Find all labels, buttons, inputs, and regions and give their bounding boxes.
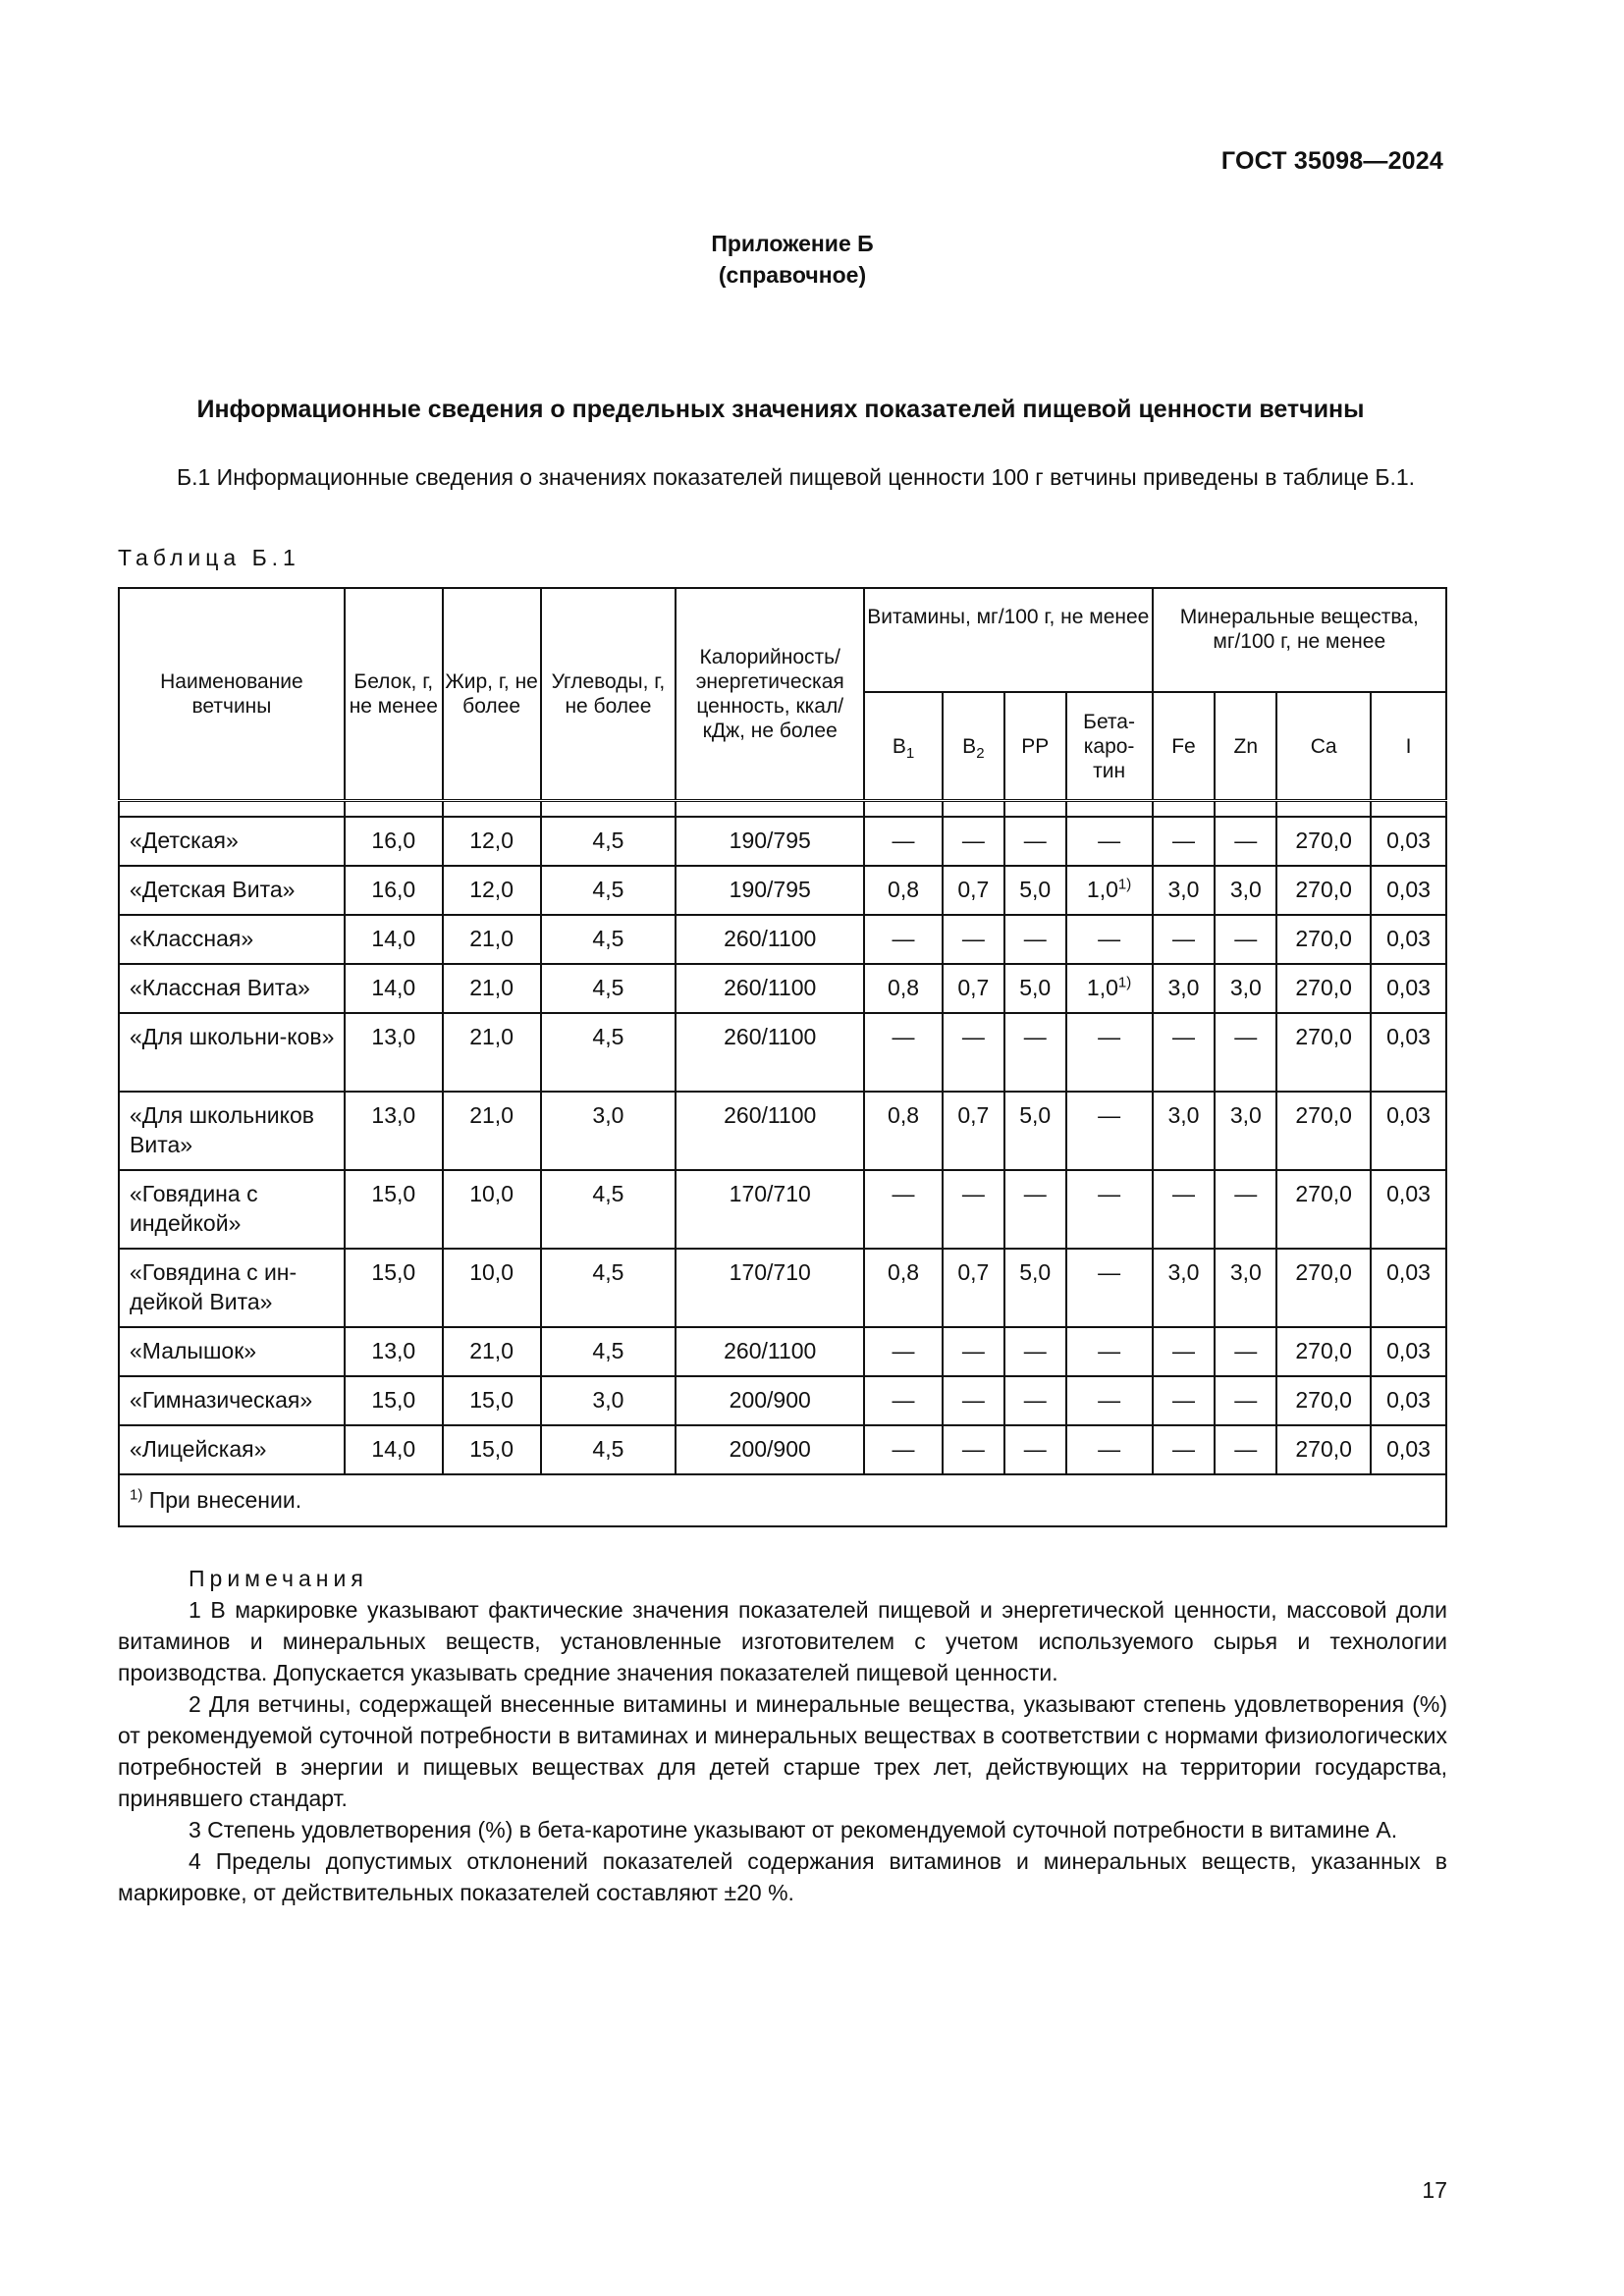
cell-b1: — [864, 915, 943, 964]
cell-carbs: 4,5 [541, 1013, 677, 1092]
cell-fe: — [1153, 1327, 1216, 1376]
cell-fat: 15,0 [443, 1376, 541, 1425]
header-beta-carotene: Бета-каро-тин [1066, 692, 1153, 801]
cell-protein: 14,0 [345, 915, 443, 964]
header-b2: $B_2$ [943, 692, 1004, 801]
cell-ca: 270,0 [1276, 1249, 1371, 1327]
cell-fe: — [1153, 1376, 1216, 1425]
cell-fe: — [1153, 1170, 1216, 1249]
standard-id: ГОСТ 35098—2024 [1220, 147, 1443, 175]
cell-name: «Говядина с ин-дейкой Вита» [119, 1249, 345, 1327]
cell-b1: — [864, 1013, 943, 1092]
cell-zn: — [1215, 817, 1276, 866]
note-item: 3 Степень удовлетворения (%) в бета-каротине указывают от рекомендуемой суточной потребности в витамине А. [189, 1817, 1398, 1842]
cell-zn: 3,0 [1215, 1249, 1276, 1327]
cell-zn: 3,0 [1215, 866, 1276, 915]
cell-b1: — [864, 1376, 943, 1425]
cell-beta: — [1066, 1376, 1153, 1425]
cell-fat: 12,0 [443, 866, 541, 915]
cell-calories: 260/1100 [676, 964, 864, 1013]
cell-pp: — [1004, 1376, 1066, 1425]
page-number: 17 [1422, 2177, 1447, 2203]
header-vitamins-group: Витамины, мг/100 г, не менее [864, 588, 1152, 692]
cell-carbs: 4,5 [541, 1170, 677, 1249]
notes [118, 1563, 1447, 1908]
cell-zn: — [1215, 915, 1276, 964]
cell-protein: 13,0 [345, 1327, 443, 1376]
table-row [119, 1376, 1446, 1425]
cell-fat: 21,0 [443, 1327, 541, 1376]
cell-name: «Для школьников Вита» [119, 1092, 345, 1170]
cell-b1: — [864, 1327, 943, 1376]
cell-ca: 270,0 [1276, 1092, 1371, 1170]
cell-protein: 16,0 [345, 866, 443, 915]
cell-name: «Детская» [119, 817, 345, 866]
table-row [119, 1170, 1446, 1249]
cell-fe: — [1153, 1425, 1216, 1474]
cell-b1: — [864, 1425, 943, 1474]
cell-beta: — [1066, 1425, 1153, 1474]
cell-calories: 200/900 [676, 1425, 864, 1474]
cell-calories: 260/1100 [676, 1092, 864, 1170]
note-item: 2 Для ветчины, содержащей внесенные витамины и минеральные вещества, указывают степень удовлетворения (%) от рекомендуемой суточной потребности в витаминах и минеральных веществах в соответствии с нормами физиологических потребностей в энергии и пищевых веществах для детей старше трех лет, действующих на территории государства, принявшего стандарт. [118, 1691, 1447, 1811]
cell-fat: 10,0 [443, 1249, 541, 1327]
cell-protein: 13,0 [345, 1092, 443, 1170]
cell-fe: 3,0 [1153, 866, 1216, 915]
intro-paragraph: Б.1 Информационные сведения о значениях показателей пищевой ценности 100 г ветчины приведены в таблице Б.1. [177, 464, 1416, 490]
cell-i: 0,03 [1371, 1092, 1446, 1170]
cell-calories: 200/900 [676, 1376, 864, 1425]
cell-pp: 5,0 [1004, 964, 1066, 1013]
header-protein: Белок, г, не менее [345, 588, 443, 801]
appendix-subtitle: (справочное) [718, 262, 867, 288]
cell-i: 0,03 [1371, 1170, 1446, 1249]
table-caption: Таблица Б.1 [118, 545, 300, 570]
cell-zn: 3,0 [1215, 1092, 1276, 1170]
cell-fat: 12,0 [443, 817, 541, 866]
appendix-heading [0, 228, 1624, 291]
cell-pp: — [1004, 1425, 1066, 1474]
cell-carbs: 3,0 [541, 1376, 677, 1425]
cell-ca: 270,0 [1276, 817, 1371, 866]
cell-b1: — [864, 1170, 943, 1249]
notes-heading: Примечания [189, 1566, 368, 1591]
note-item: 4 Пределы допустимых отклонений показателей содержания витаминов и минеральных веществ, указанных в маркировке, от действительных показателей составляют ±20 %. [118, 1848, 1447, 1905]
cell-pp: — [1004, 1013, 1066, 1092]
table-row [119, 964, 1446, 1013]
header-zn: Zn [1215, 692, 1276, 801]
cell-b2: — [943, 1376, 1004, 1425]
header-pp: PP [1004, 692, 1066, 801]
cell-b1: 0,8 [864, 866, 943, 915]
cell-carbs: 4,5 [541, 866, 677, 915]
cell-name: «Гимназическая» [119, 1376, 345, 1425]
cell-ca: 270,0 [1276, 866, 1371, 915]
cell-protein: 15,0 [345, 1376, 443, 1425]
cell-protein: 13,0 [345, 1013, 443, 1092]
cell-fe: — [1153, 1013, 1216, 1092]
cell-ca: 270,0 [1276, 964, 1371, 1013]
cell-zn: — [1215, 1425, 1276, 1474]
cell-b2: — [943, 1327, 1004, 1376]
cell-calories: 190/795 [676, 866, 864, 915]
cell-ca: 270,0 [1276, 1425, 1371, 1474]
cell-b2: 0,7 [943, 964, 1004, 1013]
cell-protein: 14,0 [345, 964, 443, 1013]
cell-calories: 190/795 [676, 817, 864, 866]
cell-calories: 260/1100 [676, 1327, 864, 1376]
table-row [119, 1327, 1446, 1376]
cell-b1: 0,8 [864, 1249, 943, 1327]
cell-beta: — [1066, 817, 1153, 866]
cell-fat: 21,0 [443, 964, 541, 1013]
cell-b2: — [943, 1425, 1004, 1474]
cell-carbs: 4,5 [541, 817, 677, 866]
header-carbs: Углеводы, г, не более [541, 588, 677, 801]
cell-carbs: 4,5 [541, 915, 677, 964]
cell-calories: 260/1100 [676, 915, 864, 964]
cell-ca: 270,0 [1276, 1327, 1371, 1376]
cell-zn: — [1215, 1327, 1276, 1376]
cell-pp: 5,0 [1004, 1249, 1066, 1327]
cell-i: 0,03 [1371, 964, 1446, 1013]
header-name: Наименование ветчины [119, 588, 345, 801]
cell-fe: 3,0 [1153, 1249, 1216, 1327]
cell-beta: — [1066, 915, 1153, 964]
cell-protein: 15,0 [345, 1249, 443, 1327]
table-row [119, 817, 1446, 866]
cell-pp: 5,0 [1004, 1092, 1066, 1170]
cell-carbs: 4,5 [541, 1425, 677, 1474]
cell-protein: 14,0 [345, 1425, 443, 1474]
cell-i: 0,03 [1371, 1425, 1446, 1474]
cell-carbs: 4,5 [541, 964, 677, 1013]
note-item: 1 В маркировке указывают фактические значения показателей пищевой и энергетической ценности, массовой доли витаминов и минеральных веществ, установленные изготовителем с учетом используемого сырья и технологии производства. Допускается указывать средние значения показателей пищевой ценности. [118, 1597, 1447, 1685]
cell-b2: 0,7 [943, 1249, 1004, 1327]
header-i: I [1371, 692, 1446, 801]
cell-fat: 21,0 [443, 915, 541, 964]
cell-carbs: 4,5 [541, 1327, 677, 1376]
cell-zn: — [1215, 1170, 1276, 1249]
cell-b2: 0,7 [943, 866, 1004, 915]
header-fe: Fe [1153, 692, 1216, 801]
cell-fe: — [1153, 817, 1216, 866]
cell-zn: — [1215, 1013, 1276, 1092]
appendix-title: Приложение Б [711, 231, 874, 256]
cell-fat: 10,0 [443, 1170, 541, 1249]
cell-beta: 1,0$^{1)}$ [1066, 866, 1153, 915]
table-row [119, 915, 1446, 964]
header-ca: Ca [1276, 692, 1371, 801]
table-body [119, 801, 1446, 1475]
cell-b1: 0,8 [864, 1092, 943, 1170]
cell-name: «Для школьни-ков» [119, 1013, 345, 1092]
cell-carbs: 3,0 [541, 1092, 677, 1170]
cell-ca: 270,0 [1276, 1013, 1371, 1092]
header-minerals-group: Минеральные вещества, мг/100 г, не менее [1153, 588, 1446, 692]
cell-name: «Классная Вита» [119, 964, 345, 1013]
cell-b1: — [864, 817, 943, 866]
cell-beta: — [1066, 1249, 1153, 1327]
cell-i: 0,03 [1371, 866, 1446, 915]
cell-fat: 15,0 [443, 1425, 541, 1474]
table-row [119, 1092, 1446, 1170]
cell-beta: 1,0$^{1)}$ [1066, 964, 1153, 1013]
cell-i: 0,03 [1371, 1376, 1446, 1425]
cell-calories: 170/710 [676, 1249, 864, 1327]
cell-name: «Классная» [119, 915, 345, 964]
cell-protein: 15,0 [345, 1170, 443, 1249]
cell-pp: — [1004, 915, 1066, 964]
nutrition-table [118, 587, 1447, 1527]
cell-fe: — [1153, 915, 1216, 964]
cell-b1: 0,8 [864, 964, 943, 1013]
cell-name: «Малышок» [119, 1327, 345, 1376]
cell-i: 0,03 [1371, 1013, 1446, 1092]
header-b1: $B_1$ [864, 692, 943, 801]
header-calories: Калорийность/ энергетическая ценность, ккал/ кДж, не более [676, 588, 864, 801]
section-title: Информационные сведения о предельных значениях показателей пищевой ценности ветчины [196, 396, 1365, 423]
cell-fat: 21,0 [443, 1013, 541, 1092]
cell-beta: — [1066, 1013, 1153, 1092]
cell-i: 0,03 [1371, 915, 1446, 964]
cell-beta: — [1066, 1170, 1153, 1249]
cell-b2: — [943, 915, 1004, 964]
cell-i: 0,03 [1371, 1327, 1446, 1376]
table-footnote: $^{1)}$ При внесении. [119, 1474, 1446, 1526]
cell-name: «Говядина с индейкой» [119, 1170, 345, 1249]
cell-name: «Детская Вита» [119, 866, 345, 915]
cell-zn: 3,0 [1215, 964, 1276, 1013]
cell-zn: — [1215, 1376, 1276, 1425]
cell-carbs: 4,5 [541, 1249, 677, 1327]
table-row [119, 1249, 1446, 1327]
cell-pp: — [1004, 817, 1066, 866]
cell-beta: — [1066, 1327, 1153, 1376]
cell-b2: — [943, 817, 1004, 866]
cell-i: 0,03 [1371, 817, 1446, 866]
cell-fe: 3,0 [1153, 964, 1216, 1013]
cell-i: 0,03 [1371, 1249, 1446, 1327]
table-row [119, 866, 1446, 915]
cell-pp: — [1004, 1327, 1066, 1376]
table-row [119, 1013, 1446, 1092]
cell-pp: — [1004, 1170, 1066, 1249]
cell-fat: 21,0 [443, 1092, 541, 1170]
cell-b2: 0,7 [943, 1092, 1004, 1170]
cell-calories: 260/1100 [676, 1013, 864, 1092]
cell-ca: 270,0 [1276, 1376, 1371, 1425]
cell-protein: 16,0 [345, 817, 443, 866]
cell-calories: 170/710 [676, 1170, 864, 1249]
cell-b2: — [943, 1170, 1004, 1249]
cell-name: «Лицейская» [119, 1425, 345, 1474]
cell-beta: — [1066, 1092, 1153, 1170]
header-fat: Жир, г, не более [443, 588, 541, 801]
cell-ca: 270,0 [1276, 1170, 1371, 1249]
cell-fe: 3,0 [1153, 1092, 1216, 1170]
cell-ca: 270,0 [1276, 915, 1371, 964]
cell-pp: 5,0 [1004, 866, 1066, 915]
cell-b2: — [943, 1013, 1004, 1092]
table-row [119, 1425, 1446, 1474]
